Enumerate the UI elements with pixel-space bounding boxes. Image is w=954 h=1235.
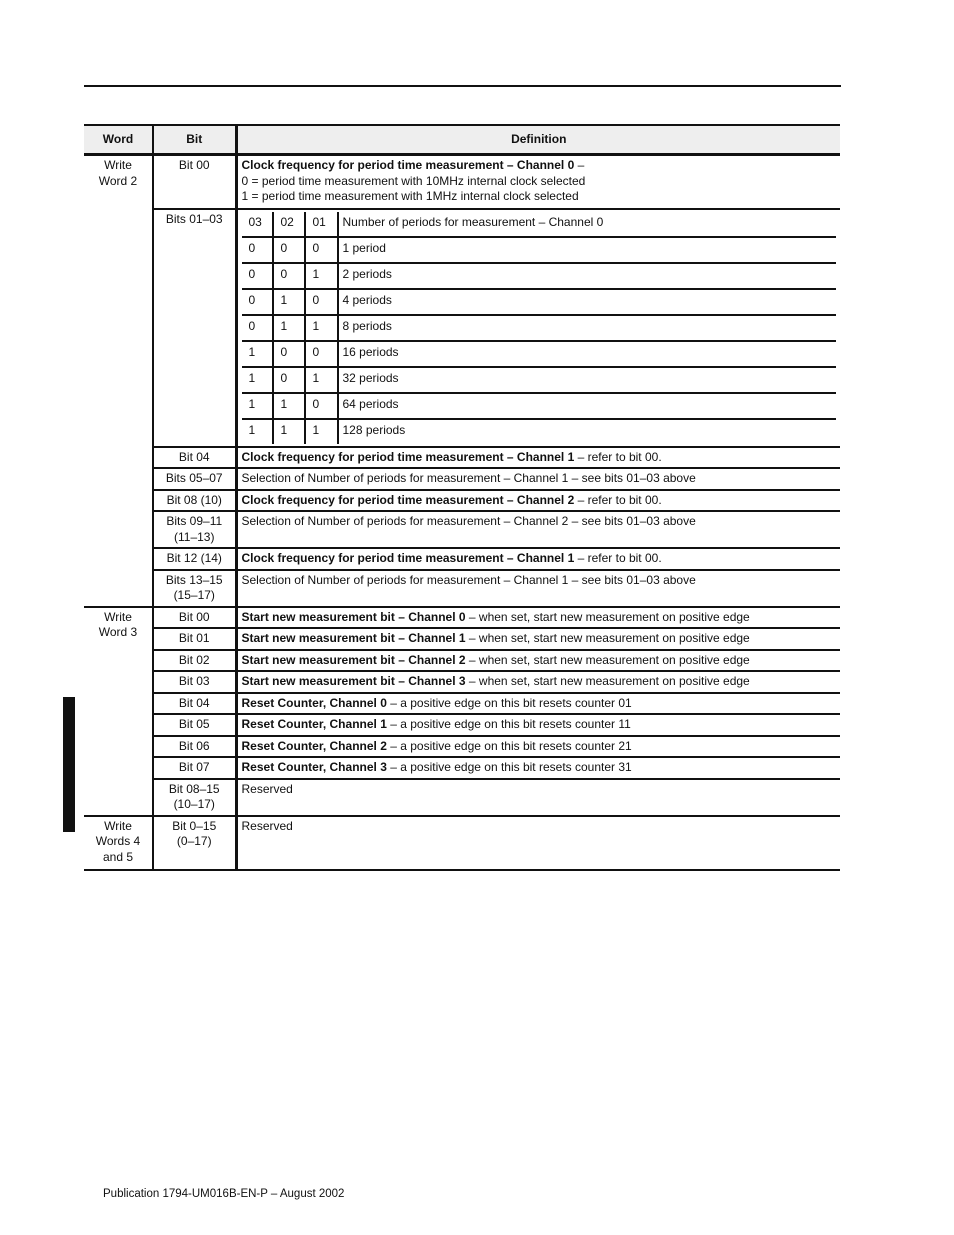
table-row xyxy=(84,714,840,736)
bit-cell: Bit 06 xyxy=(153,736,236,758)
table-row xyxy=(84,607,840,629)
definition-cell xyxy=(236,155,840,209)
definition-cell xyxy=(236,693,840,715)
definition-title: Start new measurement bit – Channel 0 xyxy=(241,609,466,624)
bit-cell: Bit 01 xyxy=(153,628,236,650)
definition-title: Reset Counter, Channel 2 xyxy=(241,738,387,753)
bit-value-cell: 0 xyxy=(273,341,305,367)
bit-value-cell: 0 xyxy=(242,263,273,289)
bit-value-cell: 0 xyxy=(273,263,305,289)
definition-title: Clock frequency for period time measurement – Channel 1 xyxy=(241,449,575,464)
word-cell-write-word-2 xyxy=(84,155,153,607)
bit-cell xyxy=(153,816,236,870)
period-row xyxy=(242,315,837,341)
period-description-cell: 128 periods xyxy=(338,419,837,444)
bit-cell: Bit 05 xyxy=(153,714,236,736)
period-description-cell: 1 period xyxy=(338,237,837,263)
bit-cell xyxy=(153,511,236,548)
bit-value-cell: 1 xyxy=(305,367,338,393)
header-bit: Bit xyxy=(153,125,236,155)
definition-cell xyxy=(236,209,840,447)
definition-cell xyxy=(236,607,840,629)
bit-value-cell: 1 xyxy=(242,393,273,419)
definition-cell xyxy=(236,736,840,758)
definition-title: Reset Counter, Channel 0 xyxy=(241,695,387,710)
table-row xyxy=(84,209,840,447)
header-definition: Definition xyxy=(236,125,840,155)
definition-cell xyxy=(236,447,840,469)
table-row xyxy=(84,779,840,816)
period-row xyxy=(242,341,837,367)
period-row xyxy=(242,393,837,419)
table-row xyxy=(84,490,840,512)
bit-label: Bit 08–15 (10–17) xyxy=(168,781,220,811)
table-row xyxy=(84,671,840,693)
bit-cell: Bits 05–07 xyxy=(153,468,236,490)
definition-title: Reset Counter, Channel 1 xyxy=(241,717,387,731)
bit-label: Bits 09–11 (11–13) xyxy=(166,514,223,544)
table-row xyxy=(84,628,840,650)
bit-cell: Bit 07 xyxy=(153,757,236,779)
word-label: Write Word 2 xyxy=(98,158,138,188)
definition-cell xyxy=(236,548,840,570)
bit-value-cell: 1 xyxy=(273,289,305,315)
table-header-row xyxy=(84,125,840,155)
word-label: Write Words 4 and 5 xyxy=(95,818,141,864)
period-row xyxy=(242,263,837,289)
bit-value-cell: 1 xyxy=(273,315,305,341)
bit-value-cell: 0 xyxy=(242,289,273,315)
section-tab-marker xyxy=(63,697,75,832)
definition-cell xyxy=(236,671,840,693)
definition-title: Clock frequency for period time measurement – Channel 0 xyxy=(241,158,575,172)
definition-cell xyxy=(236,757,840,779)
definition-text: – a positive edge on this bit resets counter 31 xyxy=(386,760,632,774)
period-description-cell: 2 periods xyxy=(338,263,837,289)
bit-cell: Bits 01–03 xyxy=(153,209,236,447)
write-words-table xyxy=(84,124,840,871)
definition-text: – when set, start new measurement on positive edge xyxy=(465,609,750,624)
bit-value-cell: 1 xyxy=(305,315,338,341)
period-count-table xyxy=(242,212,837,444)
definition-cell: Selection of Number of periods for measurement – Channel 2 – see bits 01–03 above xyxy=(236,511,840,548)
definition-title-suffix: – xyxy=(574,158,585,172)
word-label: Write Word 3 xyxy=(98,609,138,639)
bit-cell: Bit 04 xyxy=(153,693,236,715)
table-row xyxy=(84,736,840,758)
bit-value-cell: 0 xyxy=(242,237,273,263)
definition-line: 0 = period time measurement with 10MHz internal clock selected xyxy=(241,173,586,188)
bit-value-cell: 0 xyxy=(305,341,338,367)
period-row xyxy=(242,237,837,263)
bit-label: Bits 13–15 (15–17) xyxy=(165,572,223,602)
bit-label: Bit 0–15 (0–17) xyxy=(172,818,217,848)
definition-cell: Selection of Number of periods for measurement – Channel 1 – see bits 01–03 above xyxy=(236,570,840,607)
definition-cell xyxy=(236,714,840,736)
period-header-row xyxy=(242,212,837,237)
bit-cell xyxy=(153,570,236,607)
table-row xyxy=(84,548,840,570)
table-row xyxy=(84,511,840,548)
definition-title: Reset Counter, Channel 3 xyxy=(241,760,387,774)
period-description-cell: 8 periods xyxy=(338,315,837,341)
period-description-cell: Number of periods for measurement – Channel 0 xyxy=(342,214,604,229)
table-row xyxy=(84,757,840,779)
definition-text: – when set, start new measurement on positive edge xyxy=(465,674,750,688)
bit-cell: Bit 08 (10) xyxy=(153,490,236,512)
definition-line: 1 = period time measurement with 1MHz internal clock selected xyxy=(241,189,579,203)
bit-value-cell: 1 xyxy=(305,419,338,444)
top-rule xyxy=(84,85,841,87)
bit-cell: Bit 03 xyxy=(153,671,236,693)
definition-title: Start new measurement bit – Channel 1 xyxy=(241,631,466,645)
word-cell-write-words-4-5 xyxy=(84,816,153,870)
word-cell-write-word-3 xyxy=(84,607,153,816)
bit-value-cell: 1 xyxy=(305,263,338,289)
bit-value-cell: 1 xyxy=(242,419,273,444)
table-row xyxy=(84,693,840,715)
bit-cell: Bit 04 xyxy=(153,447,236,469)
definition-cell: Selection of Number of periods for measurement – Channel 1 – see bits 01–03 above xyxy=(236,468,840,490)
period-row xyxy=(242,419,837,444)
bit-value-cell: 0 xyxy=(273,237,305,263)
table-row xyxy=(84,816,840,870)
definition-cell: Reserved xyxy=(236,779,840,816)
bit-value-cell: 1 xyxy=(242,367,273,393)
definition-title: Start new measurement bit – Channel 2 xyxy=(241,652,466,667)
definition-text: – when set, start new measurement on positive edge xyxy=(465,631,750,645)
period-description-cell: 64 periods xyxy=(338,393,837,419)
period-description-cell: 16 periods xyxy=(338,341,837,367)
bit-cell: Bit 02 xyxy=(153,650,236,672)
definition-cell xyxy=(236,628,840,650)
definition-text: – a positive edge on this bit resets counter 11 xyxy=(386,717,631,731)
definition-text: – refer to bit 00. xyxy=(574,449,662,464)
definition-title: Clock frequency for period time measurement – Channel 1 xyxy=(241,551,575,565)
definition-title: Clock frequency for period time measurement – Channel 2 xyxy=(241,492,575,507)
bit-cell: Bit 12 (14) xyxy=(153,548,236,570)
table-row xyxy=(84,650,840,672)
definition-text: – refer to bit 00. xyxy=(574,551,662,565)
definition-title: Start new measurement bit – Channel 3 xyxy=(241,674,466,688)
bit-value-cell: 0 xyxy=(273,367,305,393)
definition-text: – a positive edge on this bit resets counter 21 xyxy=(386,738,632,753)
table-row xyxy=(84,155,840,209)
bit-value-cell: 1 xyxy=(242,341,273,367)
definition-cell xyxy=(236,490,840,512)
bit-cell: Bit 00 xyxy=(153,155,236,209)
bit-value-cell: 0 xyxy=(305,237,338,263)
period-description-cell: 32 periods xyxy=(338,367,837,393)
definition-text: – a positive edge on this bit resets counter 01 xyxy=(386,695,632,710)
bit-value-cell: 01 xyxy=(305,212,338,237)
bit-value-cell: 0 xyxy=(305,393,338,419)
bit-cell xyxy=(153,779,236,816)
header-word: Word xyxy=(84,125,153,155)
table-row xyxy=(84,570,840,607)
table-row xyxy=(84,468,840,490)
period-description-cell: 4 periods xyxy=(338,289,837,315)
bit-value-cell: 03 xyxy=(242,212,273,237)
definition-cell: Reserved xyxy=(236,816,840,870)
bit-value-cell: 0 xyxy=(242,315,273,341)
period-row xyxy=(242,367,837,393)
footer-publication: Publication 1794-UM016B-EN-P – August 2002 xyxy=(103,1188,345,1200)
definition-text: – when set, start new measurement on positive edge xyxy=(465,652,750,667)
definition-cell xyxy=(236,650,840,672)
bit-cell: Bit 00 xyxy=(153,607,236,629)
period-row xyxy=(242,289,837,315)
bit-value-cell: 1 xyxy=(273,393,305,419)
bit-value-cell: 0 xyxy=(305,289,338,315)
table-row xyxy=(84,447,840,469)
bit-value-cell: 1 xyxy=(273,419,305,444)
bit-value-cell: 02 xyxy=(273,212,305,237)
definition-text: – refer to bit 00. xyxy=(574,492,662,507)
